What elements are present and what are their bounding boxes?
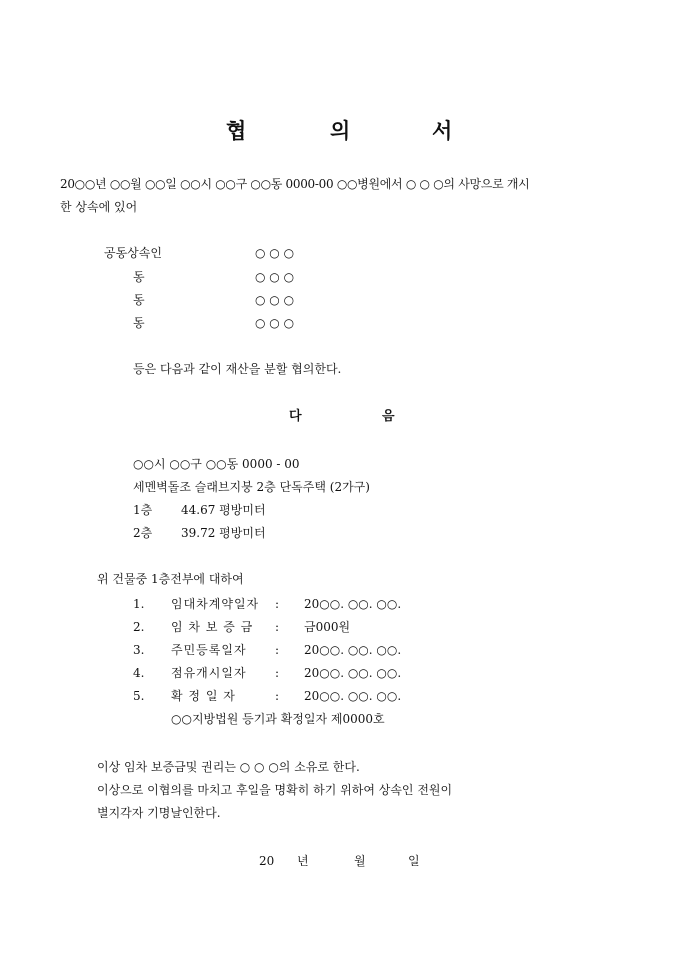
heir-label: 동 <box>133 293 145 307</box>
date-day-unit: 일 <box>408 854 420 868</box>
item-label: 점유개시일자 <box>171 666 247 680</box>
heir-name: ○ ○ ○ <box>255 246 295 260</box>
title-char-1: 협 <box>226 118 247 143</box>
item-value: 20○○. ○○. ○○. <box>304 597 402 611</box>
section-heading-right: 음 <box>382 409 395 424</box>
item-value: 20○○. ○○. ○○. <box>304 689 402 703</box>
property-address: ○○시 ○○구 ○○동 0000 - 00 <box>133 457 300 471</box>
registry-note: ○○지방법원 등기과 확정일자 제0000호 <box>171 712 385 726</box>
item-label: 임 차 보 증 금 <box>171 620 254 634</box>
heir-name: ○ ○ ○ <box>255 270 295 284</box>
title-char-2: 의 <box>330 118 351 143</box>
floor-label: 2층 <box>133 526 153 540</box>
heir-name: ○ ○ ○ <box>255 316 295 330</box>
item-colon: : <box>275 620 280 634</box>
floor-label: 1층 <box>133 503 153 517</box>
item-number: 2. <box>133 620 145 634</box>
date-month-unit: 월 <box>354 854 366 868</box>
item-number: 3. <box>133 643 145 657</box>
item-value: 금000원 <box>304 620 351 634</box>
item-value: 20○○. ○○. ○○. <box>304 643 402 657</box>
intro-line-1: 20○○년 ○○월 ○○일 ○○시 ○○구 ○○동 0000-00 ○○병원에서 ○ ○ ○의 사망으로 개시 <box>60 177 530 191</box>
item-label: 확 정 일 자 <box>171 689 236 703</box>
property-structure: 세멘벽돌조 슬래브지붕 2층 단독주택 (2가구) <box>133 480 370 494</box>
item-value: 20○○. ○○. ○○. <box>304 666 402 680</box>
item-colon: : <box>275 666 280 680</box>
item-label: 주민등록일자 <box>171 643 247 657</box>
agreement-line: 등은 다음과 같이 재산을 분할 협의한다. <box>133 362 342 376</box>
intro-line-2: 한 상속에 있어 <box>60 200 138 214</box>
date-year: 20 <box>259 854 275 868</box>
building-note: 위 건물중 1층전부에 대하여 <box>97 572 244 586</box>
item-colon: : <box>275 689 280 703</box>
item-number: 4. <box>133 666 145 680</box>
item-colon: : <box>275 597 280 611</box>
heir-label: 동 <box>133 270 145 284</box>
closing-line-1: 이상 임차 보증금및 권리는 ○ ○ ○의 소유로 한다. <box>97 760 360 774</box>
closing-line-2: 이상으로 이협의를 마치고 후일을 명확히 하기 위하여 상속인 전원이 <box>97 783 453 797</box>
item-number: 1. <box>133 597 145 611</box>
title-char-3: 서 <box>432 118 453 143</box>
closing-line-3: 별지각자 기명날인한다. <box>97 806 221 820</box>
heir-label: 동 <box>133 316 145 330</box>
item-number: 5. <box>133 689 145 703</box>
floor-area: 44.67 평방미터 <box>181 503 266 517</box>
date-year-unit: 년 <box>297 854 309 868</box>
item-colon: : <box>275 643 280 657</box>
floor-area: 39.72 평방미터 <box>181 526 266 540</box>
heir-name: ○ ○ ○ <box>255 293 295 307</box>
section-heading-left: 다 <box>289 409 302 424</box>
item-label: 임대차계약일자 <box>171 597 260 611</box>
heir-label: 공동상속인 <box>104 246 162 260</box>
